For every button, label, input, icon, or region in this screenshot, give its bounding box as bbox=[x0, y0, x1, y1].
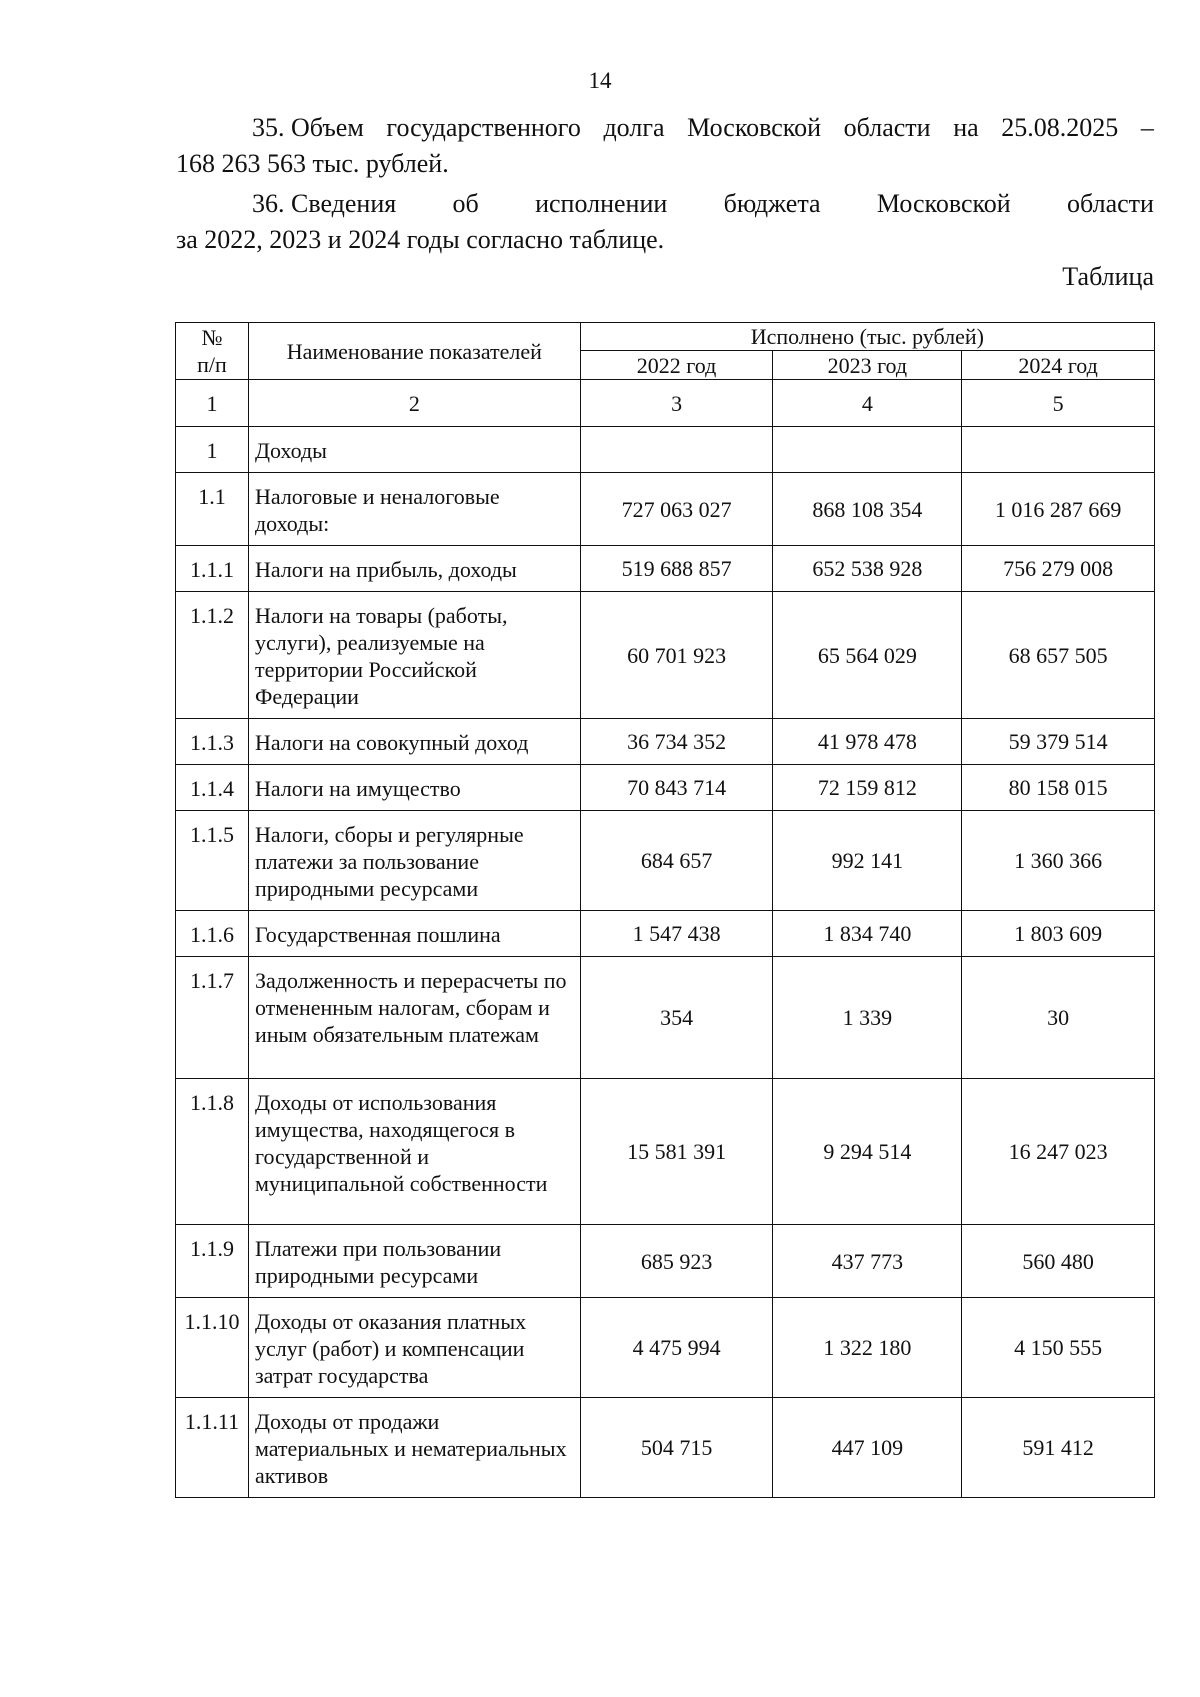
row-value-2024: 1 360 366 bbox=[962, 811, 1155, 911]
table-row bbox=[176, 1398, 1155, 1498]
row-indicator-name: Налоги, сборы и регулярные платежи за пользование природными ресурсами bbox=[248, 811, 580, 911]
word: Московской bbox=[876, 189, 1011, 218]
column-number: 4 bbox=[773, 380, 962, 427]
row-value-2022: 1 547 438 bbox=[580, 911, 773, 957]
row-value-2023: 1 339 bbox=[773, 957, 962, 1079]
column-number: 5 bbox=[962, 380, 1155, 427]
row-indicator-name: Налоги на прибыль, доходы bbox=[248, 546, 580, 592]
paragraph-36-line-2: за 2022, 2023 и 2024 годы согласно таблице. bbox=[176, 225, 665, 254]
row-value-2024: 1 016 287 669 bbox=[962, 473, 1155, 546]
row-value-2023: 72 159 812 bbox=[773, 765, 962, 811]
row-value-2023: 65 564 029 bbox=[773, 592, 962, 719]
row-indicator-name: Налоги на товары (работы, услуги), реализуемые на территории Российской Федерации bbox=[248, 592, 580, 719]
row-value-2023 bbox=[773, 427, 962, 473]
paragraph-36-line-1 bbox=[176, 186, 1154, 222]
row-value-2022: 354 bbox=[580, 957, 773, 1079]
row-indicator-name: Налоговые и неналоговые доходы: bbox=[248, 473, 580, 546]
row-value-2024: 59 379 514 bbox=[962, 719, 1155, 765]
row-indicator-name: Задолженность и перерасчеты по отмененным налогам, сборам и иным обязательным платежам bbox=[248, 957, 580, 1079]
row-number: 1.1.4 bbox=[176, 765, 249, 811]
table-row bbox=[176, 765, 1155, 811]
row-value-2022: 70 843 714 bbox=[580, 765, 773, 811]
table-row bbox=[176, 427, 1155, 473]
row-indicator-name: Налоги на имущество bbox=[248, 765, 580, 811]
row-indicator-name: Платежи при пользовании природными ресурсами bbox=[248, 1225, 580, 1298]
row-number: 1.1.1 bbox=[176, 546, 249, 592]
row-number: 1.1 bbox=[176, 473, 249, 546]
column-number-row bbox=[176, 380, 1155, 427]
row-value-2023: 41 978 478 bbox=[773, 719, 962, 765]
word: области bbox=[1067, 189, 1154, 218]
word: области bbox=[843, 113, 931, 142]
row-number: 1.1.3 bbox=[176, 719, 249, 765]
row-value-2022: 504 715 bbox=[580, 1398, 773, 1498]
row-value-2024: 591 412 bbox=[962, 1398, 1155, 1498]
row-indicator-name: Доходы от использования имущества, находящегося в государственной и муниципальной собственности bbox=[248, 1079, 580, 1225]
row-number: 1.1.8 bbox=[176, 1079, 249, 1225]
row-number: 1 bbox=[176, 427, 249, 473]
row-value-2023: 992 141 bbox=[773, 811, 962, 911]
word: Московской bbox=[687, 113, 822, 142]
header-year-2022: 2022 год bbox=[580, 351, 773, 380]
table-row bbox=[176, 1225, 1155, 1298]
row-number: 1.1.9 bbox=[176, 1225, 249, 1298]
row-number: 1.1.5 bbox=[176, 811, 249, 911]
table-row bbox=[176, 911, 1155, 957]
row-value-2024: 560 480 bbox=[962, 1225, 1155, 1298]
row-value-2023: 868 108 354 bbox=[773, 473, 962, 546]
row-indicator-name: Государственная пошлина bbox=[248, 911, 580, 957]
row-value-2022 bbox=[580, 427, 773, 473]
row-indicator-name: Доходы bbox=[248, 427, 580, 473]
row-number: 1.1.10 bbox=[176, 1298, 249, 1398]
row-number: 1.1.2 bbox=[176, 592, 249, 719]
word: 36. Сведения bbox=[252, 189, 397, 218]
row-value-2023: 1 834 740 bbox=[773, 911, 962, 957]
column-number: 2 bbox=[248, 380, 580, 427]
table-row bbox=[176, 592, 1155, 719]
table-row bbox=[176, 957, 1155, 1079]
row-value-2024: 16 247 023 bbox=[962, 1079, 1155, 1225]
page-number: 14 bbox=[588, 68, 612, 93]
row-value-2022: 60 701 923 bbox=[580, 592, 773, 719]
row-value-2024: 68 657 505 bbox=[962, 592, 1155, 719]
row-value-2023: 1 322 180 bbox=[773, 1298, 962, 1398]
row-value-2024: 756 279 008 bbox=[962, 546, 1155, 592]
table-row bbox=[176, 546, 1155, 592]
header-year-2024: 2024 год bbox=[962, 351, 1155, 380]
row-number: 1.1.6 bbox=[176, 911, 249, 957]
paragraph-35 bbox=[176, 110, 1154, 182]
word: 25.08.2025 bbox=[1001, 113, 1119, 142]
table-row bbox=[176, 719, 1155, 765]
row-value-2022: 15 581 391 bbox=[580, 1079, 773, 1225]
header-executed: Исполнено (тыс. рублей) bbox=[580, 323, 1154, 351]
table-caption: Таблица bbox=[1062, 262, 1154, 291]
row-value-2023: 447 109 bbox=[773, 1398, 962, 1498]
row-value-2022: 519 688 857 bbox=[580, 546, 773, 592]
row-number: 1.1.7 bbox=[176, 957, 249, 1079]
table-row bbox=[176, 1079, 1155, 1225]
word: исполнении bbox=[535, 189, 668, 218]
budget-execution-table bbox=[175, 322, 1155, 1498]
table-row bbox=[176, 1298, 1155, 1398]
paragraph-35-line-2: 168 263 563 тыс. рублей. bbox=[176, 149, 449, 178]
row-value-2022: 684 657 bbox=[580, 811, 773, 911]
paragraph-36 bbox=[176, 186, 1154, 258]
row-value-2024 bbox=[962, 427, 1155, 473]
word: на bbox=[953, 113, 979, 142]
table-row bbox=[176, 473, 1155, 546]
word: – bbox=[1140, 113, 1154, 142]
row-number: 1.1.11 bbox=[176, 1398, 249, 1498]
column-number: 1 bbox=[176, 380, 249, 427]
table-row bbox=[176, 811, 1155, 911]
paragraph-35-line-1 bbox=[176, 110, 1154, 146]
row-value-2023: 652 538 928 bbox=[773, 546, 962, 592]
header-number: № п/п bbox=[176, 323, 249, 380]
row-indicator-name: Доходы от продажи материальных и нематериальных активов bbox=[248, 1398, 580, 1498]
row-value-2023: 437 773 bbox=[773, 1225, 962, 1298]
row-value-2022: 4 475 994 bbox=[580, 1298, 773, 1398]
row-value-2024: 80 158 015 bbox=[962, 765, 1155, 811]
row-value-2022: 727 063 027 bbox=[580, 473, 773, 546]
word: бюджета bbox=[723, 189, 821, 218]
word: 35. Объем bbox=[252, 113, 364, 142]
word: об bbox=[452, 189, 479, 218]
row-indicator-name: Доходы от оказания платных услуг (работ) и компенсации затрат государства bbox=[248, 1298, 580, 1398]
row-value-2024: 1 803 609 bbox=[962, 911, 1155, 957]
row-indicator-name: Налоги на совокупный доход bbox=[248, 719, 580, 765]
word: государственного bbox=[386, 113, 581, 142]
row-value-2024: 30 bbox=[962, 957, 1155, 1079]
word: долга bbox=[603, 113, 665, 142]
column-number: 3 bbox=[580, 380, 773, 427]
header-year-2023: 2023 год bbox=[773, 351, 962, 380]
row-value-2022: 36 734 352 bbox=[580, 719, 773, 765]
row-value-2023: 9 294 514 bbox=[773, 1079, 962, 1225]
header-indicator-name: Наименование показателей bbox=[248, 323, 580, 380]
row-value-2022: 685 923 bbox=[580, 1225, 773, 1298]
row-value-2024: 4 150 555 bbox=[962, 1298, 1155, 1398]
